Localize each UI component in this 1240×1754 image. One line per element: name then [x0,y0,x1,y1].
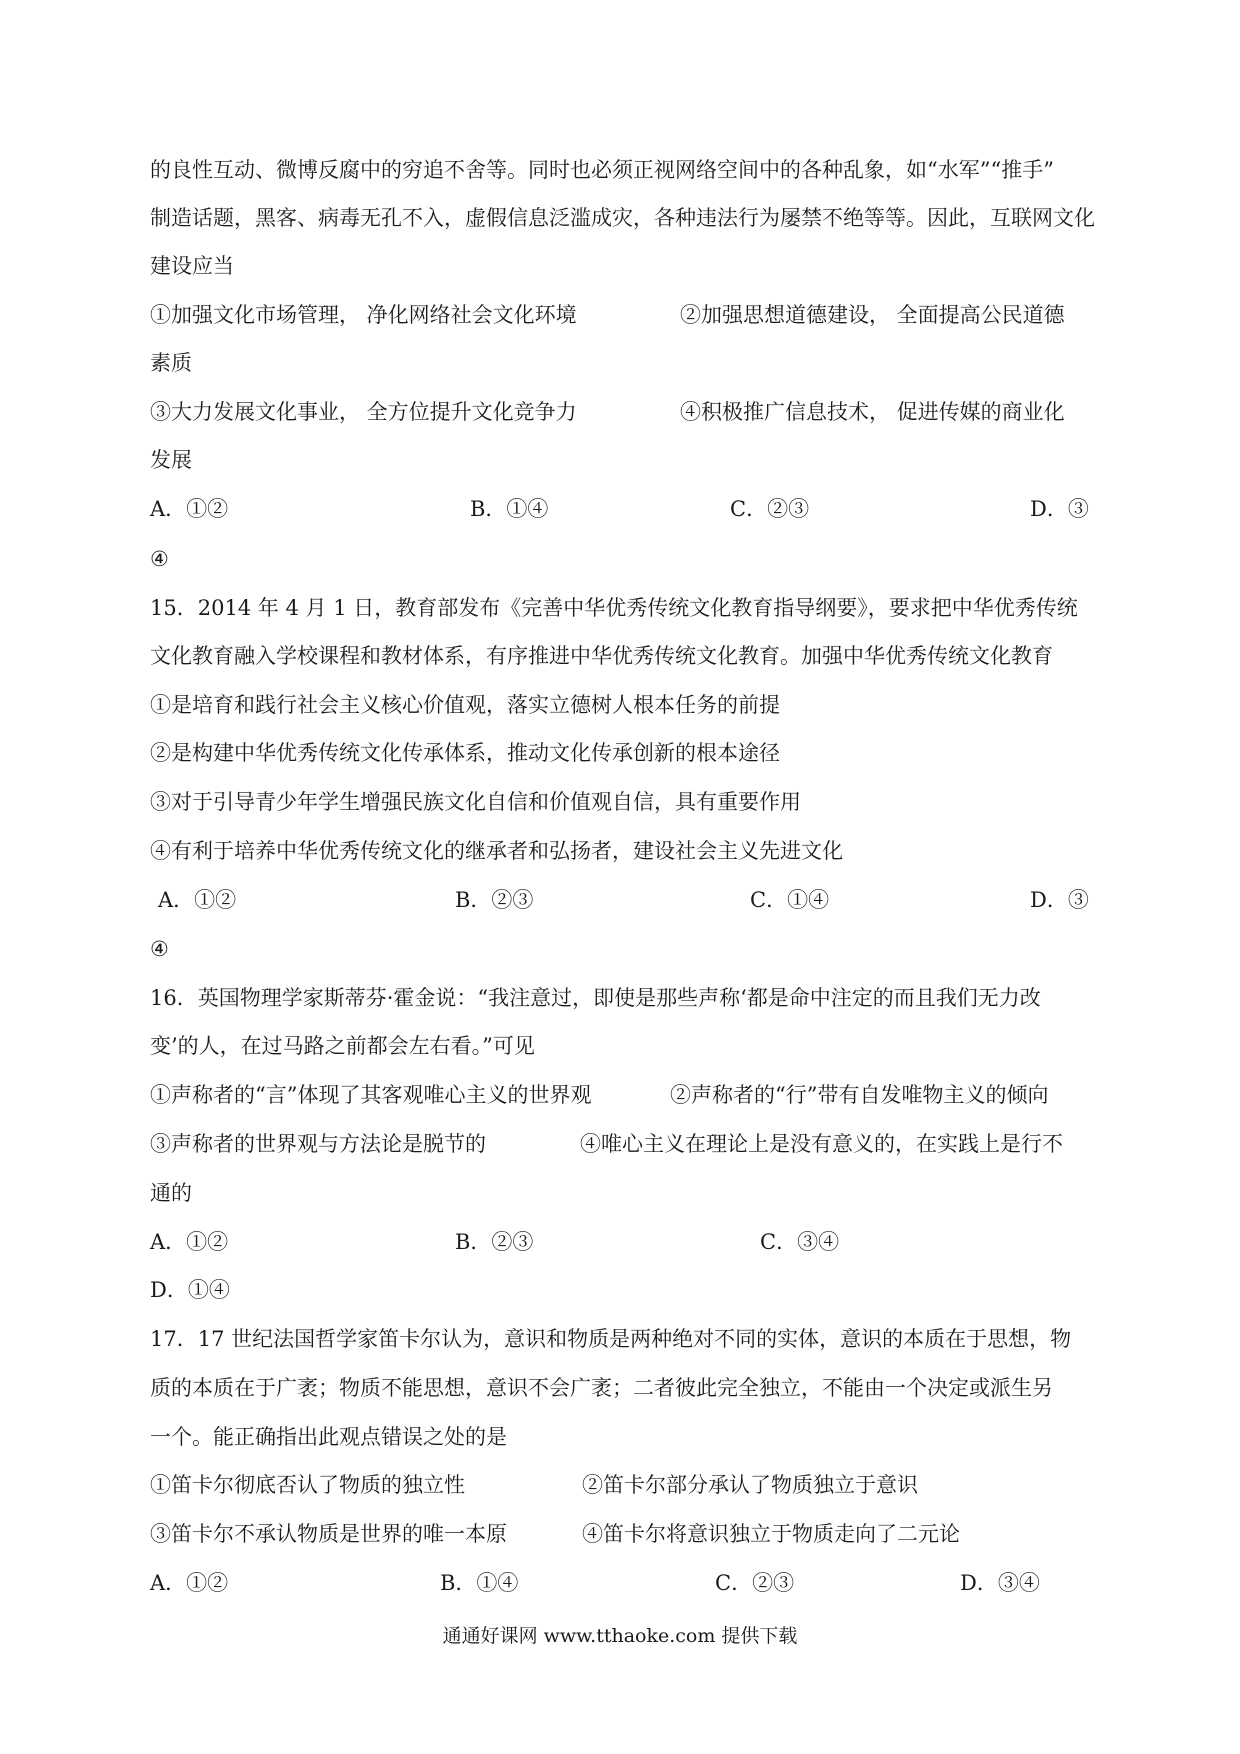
q14-option-3: ③大力发展文化事业， 全方位提升文化竞争力 [150,400,577,424]
q16-choice-a: A．①② [150,1230,229,1254]
q17-choice-a: A．①② [150,1571,229,1595]
q14-option-2: ②加强思想道德建设， 全面提高公民道德 [680,303,1065,327]
q15-stem-line-1: 15．2014 年 4 月 1 日，教育部发布《完善中华优秀传统文化教育指导纲要》，要求把中华优秀传统 [150,596,1078,620]
q17-option-1: ①笛卡尔彻底否认了物质的独立性 [150,1473,465,1497]
q15-option-2: ②是构建中华优秀传统文化传承体系，推动文化传承创新的根本途径 [150,741,780,765]
q15-choice-c: C．①④ [750,888,830,912]
q15-choice-d-cont: ④ [150,937,169,961]
q16-option-3: ③声称者的世界观与方法论是脱节的 [150,1132,486,1156]
q15-choice-b: B．②③ [455,888,534,912]
q14-stem-line-2: 制造话题，黑客、病毒无孔不入，虚假信息泛滥成灾，各种违法行为屡禁不绝等等。因此，互联网文化 [150,206,1095,230]
q14-option-1: ①加强文化市场管理， 净化网络社会文化环境 [150,303,577,327]
q14-choice-b: B．①④ [470,497,549,521]
q14-option-4: ④积极推广信息技术， 促进传媒的商业化 [680,400,1065,424]
q16-option-4-cont: 通的 [150,1181,192,1205]
q17-choice-d: D．③④ [960,1571,1040,1595]
q17-choice-b: B．①④ [440,1571,519,1595]
q14-option-4-cont: 发展 [150,448,192,472]
q16-choice-d: D．①④ [150,1278,230,1302]
q15-option-3: ③对于引导青少年学生增强民族文化自信和价值观自信，具有重要作用 [150,790,801,814]
q15-option-4: ④有利于培养中华优秀传统文化的继承者和弘扬者，建设社会主义先进文化 [150,839,843,863]
q17-stem-line-3: 一个。能正确指出此观点错误之处的是 [150,1425,507,1449]
q16-stem-line-1: 16．英国物理学家斯蒂芬·霍金说：“我注意过，即使是那些声称‘都是命中注定的而且我们无力改 [150,986,1041,1010]
q14-choice-d: D．③ [1030,497,1089,521]
q16-stem-line-2: 变’的人，在过马路之前都会左右看。”可见 [150,1034,535,1058]
page-footer: 通通好课网 www.tthaoke.com 提供下载 [442,1625,798,1647]
q17-option-4: ④笛卡尔将意识独立于物质走向了二元论 [582,1522,960,1546]
q14-choice-d-cont: ④ [150,547,169,571]
q14-choice-c: C．②③ [730,497,810,521]
q16-option-1: ①声称者的“言”体现了其客观唯心主义的世界观 [150,1083,592,1107]
q16-choice-c: C．③④ [760,1230,840,1254]
q15-choice-a: A．①② [158,888,237,912]
q16-option-4: ④唯心主义在理论上是没有意义的，在实践上是行不 [580,1132,1063,1156]
q16-choice-b: B．②③ [455,1230,534,1254]
q17-stem-line-2: 质的本质在于广袤；物质不能思想，意识不会广袤；二者彼此完全独立，不能由一个决定或派生另 [150,1376,1053,1400]
q14-choice-a: A．①② [150,497,229,521]
q17-choice-c: C．②③ [715,1571,795,1595]
q17-option-2: ②笛卡尔部分承认了物质独立于意识 [582,1473,918,1497]
q17-stem-line-1: 17．17 世纪法国哲学家笛卡尔认为，意识和物质是两种绝对不同的实体，意识的本质在于思想，物 [150,1327,1072,1351]
q14-option-2-cont: 素质 [150,351,192,375]
q16-option-2: ②声称者的“行”带有自发唯物主义的倾向 [670,1083,1049,1107]
q17-option-3: ③笛卡尔不承认物质是世界的唯一本原 [150,1522,507,1546]
q15-choice-d: D．③ [1030,888,1089,912]
q15-option-1: ①是培育和践行社会主义核心价值观，落实立德树人根本任务的前提 [150,693,780,717]
q15-stem-line-2: 文化教育融入学校课程和教材体系，有序推进中华优秀传统文化教育。加强中华优秀传统文化教育 [150,644,1053,668]
q14-stem-line-3: 建设应当 [150,254,234,278]
q14-stem-line-1: 的良性互动、微博反腐中的穷追不舍等。同时也必须正视网络空间中的各种乱象，如“水军”“推手” [150,158,1054,182]
